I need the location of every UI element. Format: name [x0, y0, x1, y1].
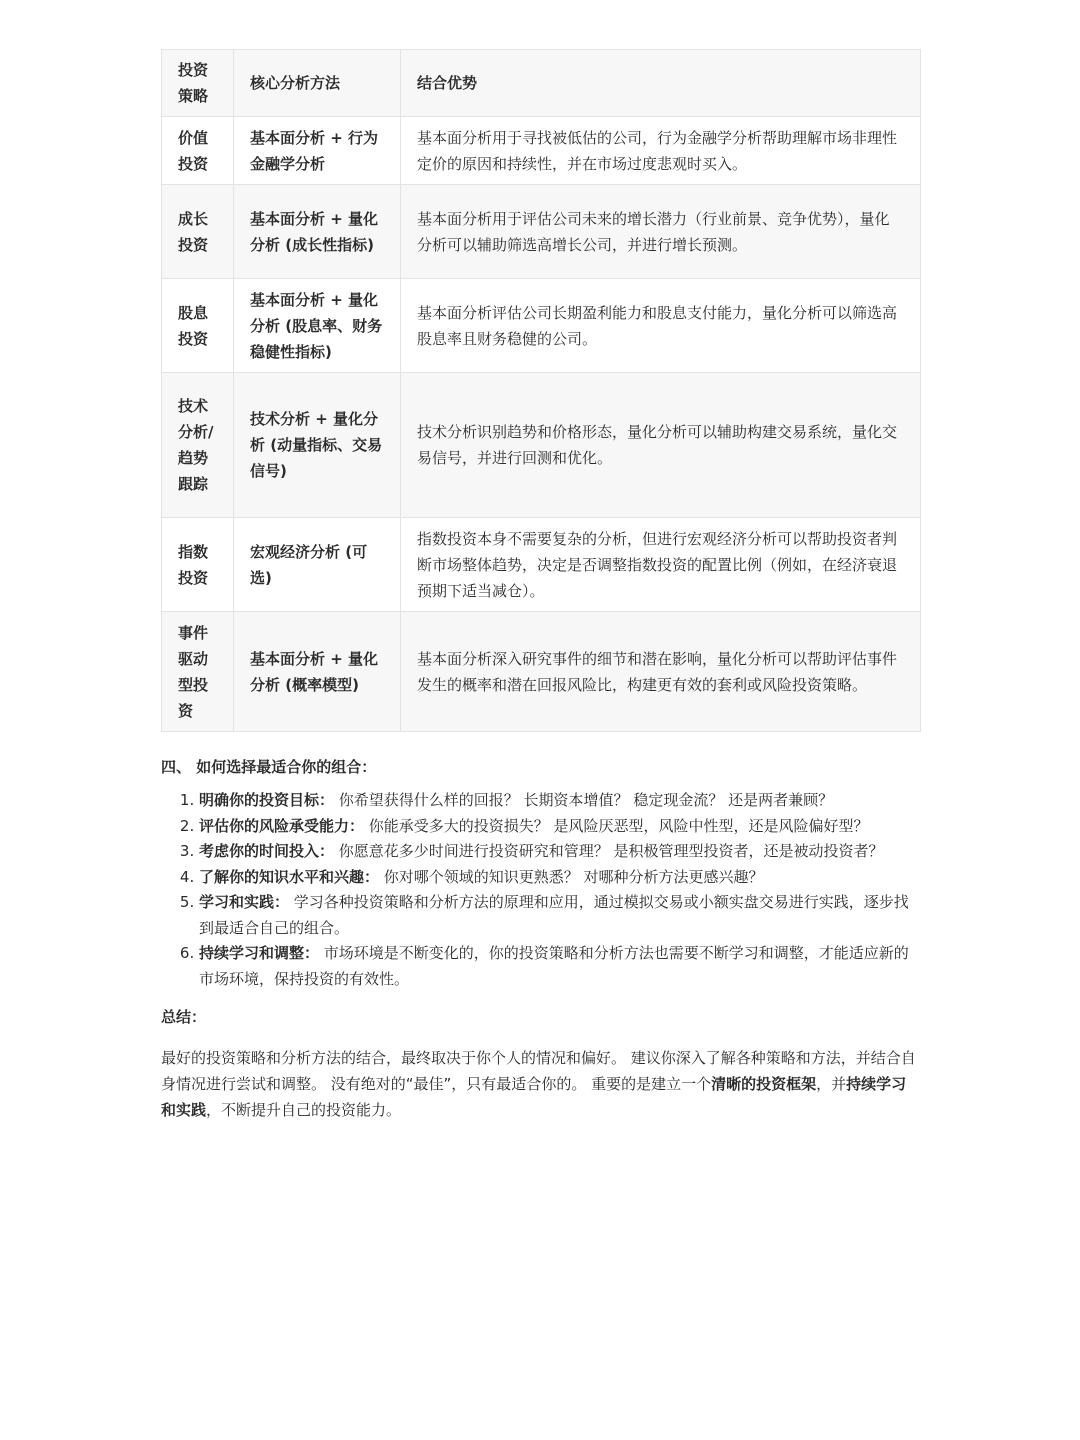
list-item-text: 你希望获得什么样的回报？ 长期资本增值？ 稳定现金流？ 还是两者兼顾？ [334, 791, 834, 809]
header-method: 核心分析方法 [234, 50, 401, 117]
cell-strategy: 技术分析/趋势跟踪 [162, 373, 234, 518]
cell-advantage: 基本面分析用于寻找被低估的公司，行为金融学分析帮助理解市场非理性定价的原因和持续性，并在市场过度悲观时买入。 [401, 117, 921, 185]
cell-method: 基本面分析 + 量化分析 (概率模型) [234, 612, 401, 732]
cell-method: 宏观经济分析 (可选) [234, 518, 401, 612]
summary-text: 最好的投资策略和分析方法的结合，最终取决于你个人的情况和偏好。 建议你深入了解各种策略和方法，并结合自身情况进行尝试和调整。 没有绝对的“最佳”，只有最适合你的。 重要的是建立一个 [161, 1049, 916, 1093]
selection-steps-list [161, 788, 921, 992]
summary-text: ，不断提升自己的投资能力。 [206, 1101, 402, 1119]
summary-emphasis: 持续学习和实践 [161, 1075, 907, 1119]
list-item-label: 评估你的风险承受能力： [199, 816, 365, 835]
cell-strategy: 事件驱动型投资 [162, 612, 234, 732]
header-strategy: 投资策略 [162, 50, 234, 117]
list-item [199, 839, 921, 865]
list-item [199, 941, 921, 992]
table-row [162, 185, 921, 279]
list-item-text: 学习各种投资策略和分析方法的原理和应用，通过模拟交易或小额实盘交易进行实践，逐步找到最适合自己的组合。 [199, 893, 909, 937]
summary-heading: 总结： [161, 1008, 207, 1026]
list-item [199, 890, 921, 941]
list-item-label: 学习和实践： [199, 893, 290, 911]
list-item-label: 考虑你的时间投入： [199, 842, 335, 860]
list-item-text: 市场环境是不断变化的，你的投资策略和分析方法也需要不断学习和调整，才能适应新的市场环境，保持投资的有效性。 [199, 944, 909, 988]
table-row [162, 279, 921, 373]
summary-emphasis: 清晰的投资框架 [711, 1075, 817, 1093]
list-item-label: 持续学习和调整： [199, 944, 320, 962]
list-item [199, 865, 921, 891]
list-item-text: 你愿意花多少时间进行投资研究和管理？ 是积极管理型投资者，还是被动投资者？ [334, 842, 884, 860]
list-item [199, 814, 921, 840]
list-item-text: 你对哪个领域的知识更熟悉？ 对哪种分析方法更感兴趣？ [379, 867, 764, 886]
cell-advantage: 基本面分析评估公司长期盈利能力和股息支付能力，量化分析可以筛选高股息率且财务稳健的公司。 [401, 279, 921, 373]
document-page [161, 49, 921, 1123]
cell-strategy: 股息投资 [162, 279, 234, 373]
cell-method: 基本面分析 + 行为金融学分析 [234, 117, 401, 185]
list-item-label: 明确你的投资目标： [199, 791, 335, 809]
table-row [162, 612, 921, 732]
summary-paragraph [161, 1045, 921, 1123]
section-heading: 四、 如何选择最适合你的组合： [161, 758, 377, 776]
cell-advantage: 基本面分析用于评估公司未来的增长潜力（行业前景、竞争优势），量化分析可以辅助筛选高增长公司，并进行增长预测。 [401, 185, 921, 279]
cell-advantage: 指数投资本身不需要复杂的分析，但进行宏观经济分析可以帮助投资者判断市场整体趋势，决定是否调整指数投资的配置比例（例如，在经济衰退预期下适当减仓）。 [401, 518, 921, 612]
header-advantage: 结合优势 [401, 50, 921, 117]
cell-method: 基本面分析 + 量化分析 (股息率、财务稳健性指标) [234, 279, 401, 373]
table-row [162, 373, 921, 518]
cell-advantage: 技术分析识别趋势和价格形态，量化分析可以辅助构建交易系统，量化交易信号，并进行回测和优化。 [401, 373, 921, 518]
list-item-text: 你能承受多大的投资损失？ 是风险厌恶型，风险中性型，还是风险偏好型？ [364, 816, 869, 835]
table-row [162, 117, 921, 185]
list-item-label: 了解你的知识水平和兴趣： [199, 867, 380, 886]
table-row [162, 518, 921, 612]
strategy-table [161, 49, 921, 732]
table-header-row [162, 50, 921, 117]
cell-strategy: 指数投资 [162, 518, 234, 612]
cell-strategy: 价值投资 [162, 117, 234, 185]
cell-method: 技术分析 + 量化分析 (动量指标、交易信号) [234, 373, 401, 518]
cell-method: 基本面分析 + 量化分析 (成长性指标) [234, 185, 401, 279]
cell-strategy: 成长投资 [162, 185, 234, 279]
cell-advantage: 基本面分析深入研究事件的细节和潜在影响，量化分析可以帮助评估事件发生的概率和潜在回报风险比，构建更有效的套利或风险投资策略。 [401, 612, 921, 732]
list-item [199, 788, 921, 814]
summary-text: ，并 [816, 1075, 847, 1093]
